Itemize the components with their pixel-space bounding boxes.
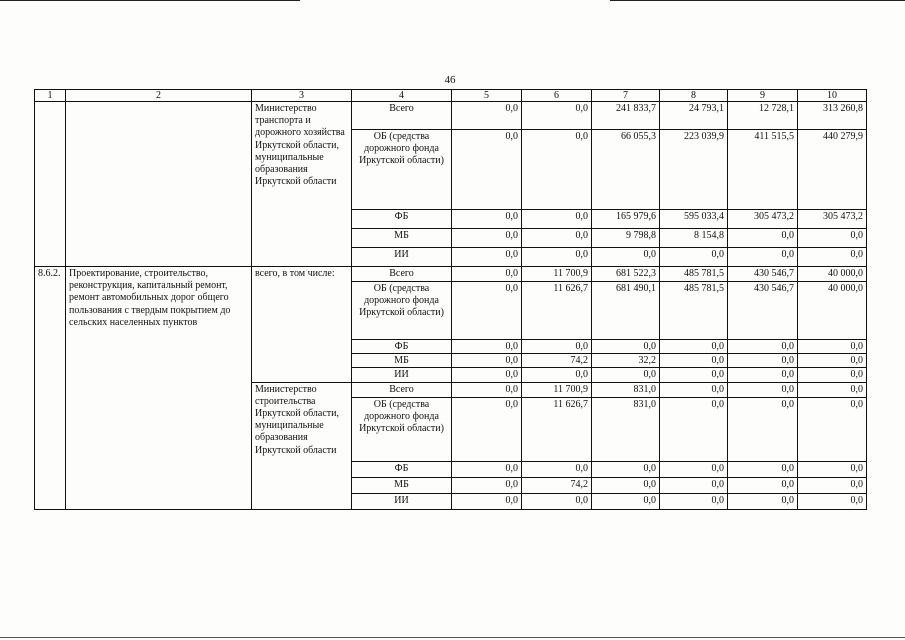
- value-cell: 0,0: [728, 461, 798, 477]
- value-cell: 0,0: [592, 461, 660, 477]
- value-cell: 12 728,1: [728, 102, 798, 130]
- source-cell: ИИ: [352, 368, 452, 382]
- value-cell: 0,0: [798, 368, 867, 382]
- value-cell: 305 473,2: [728, 210, 798, 229]
- value-cell: 0,0: [660, 382, 728, 397]
- value-cell: 0,0: [660, 461, 728, 477]
- value-cell: 0,0: [452, 382, 522, 397]
- value-cell: 0,0: [592, 477, 660, 493]
- value-cell: 0,0: [798, 340, 867, 354]
- value-cell: 0,0: [522, 340, 592, 354]
- value-cell: 0,0: [728, 493, 798, 509]
- value-cell: 411 515,5: [728, 130, 798, 210]
- source-cell: ИИ: [352, 493, 452, 509]
- value-cell: 0,0: [452, 397, 522, 461]
- value-cell: 0,0: [592, 368, 660, 382]
- table-row: [35, 267, 867, 282]
- value-cell: 0,0: [522, 210, 592, 229]
- value-cell: 0,0: [798, 493, 867, 509]
- scan-border-bottom: [0, 637, 905, 638]
- value-cell: 223 039,9: [660, 130, 728, 210]
- value-cell: 0,0: [798, 248, 867, 267]
- scan-border-top-left: [0, 0, 300, 1]
- value-cell: 0,0: [522, 248, 592, 267]
- value-cell: 0,0: [798, 397, 867, 461]
- column-header: 4: [352, 90, 452, 102]
- column-header: 2: [66, 90, 252, 102]
- value-cell: 0,0: [728, 397, 798, 461]
- value-cell: 0,0: [660, 354, 728, 368]
- column-header: 6: [522, 90, 592, 102]
- value-cell: 0,0: [728, 354, 798, 368]
- value-cell: 24 793,1: [660, 102, 728, 130]
- value-cell: 0,0: [728, 368, 798, 382]
- value-cell: 831,0: [592, 397, 660, 461]
- value-cell: 11 626,7: [522, 397, 592, 461]
- source-cell: ФБ: [352, 461, 452, 477]
- value-cell: 0,0: [592, 493, 660, 509]
- value-cell: 430 546,7: [728, 282, 798, 340]
- value-cell: 0,0: [728, 382, 798, 397]
- value-cell: 0,0: [592, 248, 660, 267]
- value-cell: 0,0: [660, 368, 728, 382]
- value-cell: 0,0: [452, 210, 522, 229]
- column-header: 3: [252, 90, 352, 102]
- item-number-cell-empty: [35, 102, 66, 267]
- value-cell: 66 055,3: [592, 130, 660, 210]
- value-cell: 74,2: [522, 477, 592, 493]
- value-cell: 0,0: [452, 477, 522, 493]
- value-cell: 831,0: [592, 382, 660, 397]
- source-cell: ФБ: [352, 210, 452, 229]
- value-cell: 11 626,7: [522, 282, 592, 340]
- value-cell: 485 781,5: [660, 282, 728, 340]
- column-header: 9: [728, 90, 798, 102]
- value-cell: 440 279,9: [798, 130, 867, 210]
- value-cell: 0,0: [798, 461, 867, 477]
- value-cell: 0,0: [798, 382, 867, 397]
- value-cell: 0,0: [452, 248, 522, 267]
- item-name-cell-empty: [66, 102, 252, 267]
- value-cell: 11 700,9: [522, 382, 592, 397]
- executor-cell: Министерство строительства Иркутской области, муниципальные образования Иркутской области: [252, 382, 352, 509]
- value-cell: 0,0: [522, 461, 592, 477]
- value-cell: 0,0: [522, 229, 592, 248]
- value-cell: 0,0: [452, 229, 522, 248]
- value-cell: 0,0: [728, 248, 798, 267]
- value-cell: 0,0: [452, 354, 522, 368]
- value-cell: 0,0: [660, 493, 728, 509]
- value-cell: 0,0: [522, 130, 592, 210]
- value-cell: 0,0: [798, 354, 867, 368]
- column-header: 8: [660, 90, 728, 102]
- value-cell: 0,0: [452, 130, 522, 210]
- value-cell: 40 000,0: [798, 267, 867, 282]
- value-cell: 165 979,6: [592, 210, 660, 229]
- source-cell: ОБ (средства дорожного фонда Иркутской области): [352, 282, 452, 340]
- value-cell: 0,0: [452, 340, 522, 354]
- source-cell: ОБ (средства дорожного фонда Иркутской области): [352, 130, 452, 210]
- value-cell: 0,0: [452, 368, 522, 382]
- value-cell: 0,0: [660, 340, 728, 354]
- value-cell: 8 154,8: [660, 229, 728, 248]
- value-cell: 0,0: [522, 102, 592, 130]
- value-cell: 0,0: [728, 229, 798, 248]
- value-cell: 0,0: [660, 397, 728, 461]
- source-cell: МБ: [352, 354, 452, 368]
- value-cell: 241 833,7: [592, 102, 660, 130]
- scan-border-top-right: [610, 0, 905, 1]
- value-cell: 40 000,0: [798, 282, 867, 340]
- value-cell: 681 522,3: [592, 267, 660, 282]
- value-cell: 0,0: [522, 368, 592, 382]
- page-number: 46: [444, 74, 456, 86]
- value-cell: 0,0: [592, 340, 660, 354]
- source-cell: Всего: [352, 267, 452, 282]
- value-cell: 681 490,1: [592, 282, 660, 340]
- value-cell: 430 546,7: [728, 267, 798, 282]
- value-cell: 595 033,4: [660, 210, 728, 229]
- source-cell: ИИ: [352, 248, 452, 267]
- table-header-row: [35, 90, 867, 102]
- value-cell: 0,0: [522, 493, 592, 509]
- value-cell: 9 798,8: [592, 229, 660, 248]
- value-cell: 0,0: [452, 267, 522, 282]
- source-cell: Всего: [352, 382, 452, 397]
- budget-table: [34, 89, 867, 510]
- table-row: [35, 102, 867, 130]
- column-header: 7: [592, 90, 660, 102]
- value-cell: 0,0: [798, 477, 867, 493]
- column-header: 1: [35, 90, 66, 102]
- value-cell: 0,0: [798, 229, 867, 248]
- value-cell: 74,2: [522, 354, 592, 368]
- item-number: 8.6.2.: [35, 267, 66, 510]
- value-cell: 0,0: [728, 477, 798, 493]
- item-name: Проектирование, строительство, реконструкция, капитальный ремонт, ремонт автомобильных дорог общего пользования с твердым покрытием до сельских населенных пунктов: [66, 267, 252, 510]
- value-cell: 0,0: [452, 102, 522, 130]
- source-cell: Всего: [352, 102, 452, 130]
- value-cell: 305 473,2: [798, 210, 867, 229]
- value-cell: 0,0: [452, 461, 522, 477]
- column-header: 5: [452, 90, 522, 102]
- executor-cell: Министерство транспорта и дорожного хозяйства Иркутской области, муниципальные образования Иркутской области: [252, 102, 352, 267]
- value-cell: 0,0: [452, 282, 522, 340]
- source-cell: МБ: [352, 477, 452, 493]
- value-cell: 0,0: [660, 477, 728, 493]
- source-cell: ФБ: [352, 340, 452, 354]
- value-cell: 0,0: [452, 493, 522, 509]
- value-cell: 11 700,9: [522, 267, 592, 282]
- value-cell: 485 781,5: [660, 267, 728, 282]
- value-cell: 0,0: [728, 340, 798, 354]
- source-cell: МБ: [352, 229, 452, 248]
- source-cell: ОБ (средства дорожного фонда Иркутской области): [352, 397, 452, 461]
- value-cell: 313 260,8: [798, 102, 867, 130]
- value-cell: 32,2: [592, 354, 660, 368]
- executor-cell: всего, в том числе:: [252, 267, 352, 383]
- value-cell: 0,0: [660, 248, 728, 267]
- column-header: 10: [798, 90, 867, 102]
